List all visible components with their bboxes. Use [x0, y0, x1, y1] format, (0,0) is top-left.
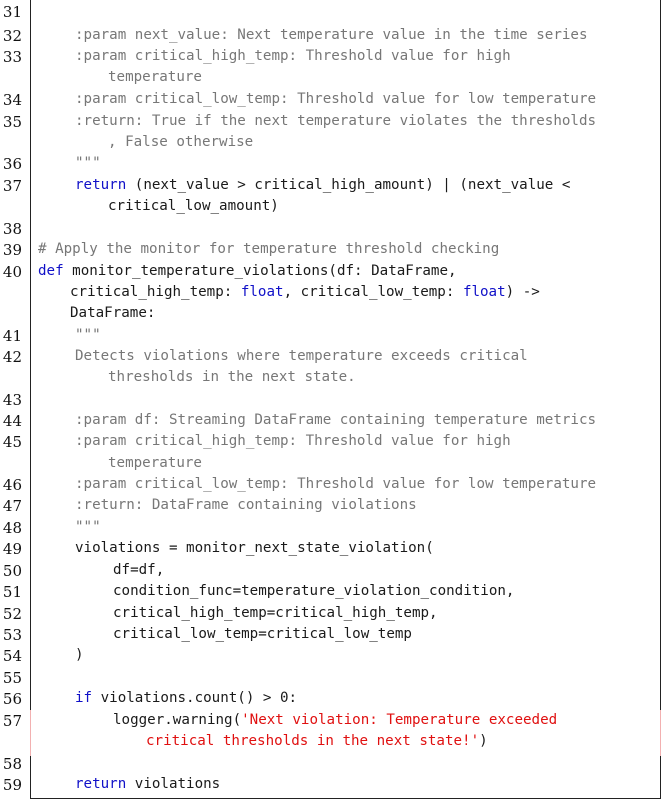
docstring-quotes: """ — [75, 519, 101, 535]
code-line-37 — [0, 177, 663, 198]
code-line-52 — [0, 605, 663, 626]
code-text: df=df, — [113, 562, 165, 578]
code-text: critical_high_temp=critical_high_temp, — [113, 605, 438, 621]
code-line-44 — [0, 412, 663, 433]
code-line-35 — [0, 113, 663, 134]
code-line-43 — [0, 391, 663, 412]
docstring-text: Detects violations where temperature exceeds critical — [75, 348, 528, 364]
code-line-53 — [0, 626, 663, 647]
param-text: critical_high_temp: — [70, 284, 241, 300]
line-number: 40 — [2, 263, 22, 281]
code-line-34 — [0, 91, 663, 112]
docstring-text-wrap: temperature — [108, 455, 202, 471]
line-number: 51 — [2, 583, 22, 601]
code-text-wrap — [146, 733, 488, 749]
line-number: 54 — [2, 647, 22, 665]
code-text — [75, 177, 570, 193]
line-number: 36 — [2, 155, 22, 173]
code-line-40-wrap2 — [0, 305, 663, 326]
line-number: 50 — [2, 562, 22, 580]
line-number: 44 — [2, 412, 22, 430]
code-line-41 — [0, 327, 663, 348]
code-line-48 — [0, 519, 663, 540]
keyword: if — [75, 690, 93, 706]
line-number: 47 — [2, 497, 22, 515]
call-close: ) — [479, 733, 488, 749]
code-line-56 — [0, 690, 663, 711]
code-line-39 — [0, 241, 663, 262]
param-text: , critical_low_temp: — [283, 284, 463, 300]
code-text-rest: violations — [126, 776, 221, 792]
code-line-51 — [0, 583, 663, 604]
code-line-50 — [0, 562, 663, 583]
line-number: 55 — [2, 669, 22, 687]
line-number: 41 — [2, 327, 22, 345]
line-number: 37 — [2, 177, 22, 195]
line-number: 38 — [2, 220, 22, 238]
line-number: 56 — [2, 690, 22, 708]
code-line-55 — [0, 669, 663, 690]
code-line-49 — [0, 540, 663, 561]
keyword: return — [75, 776, 127, 792]
code-text-rest: violations.count() > 0: — [92, 690, 298, 706]
code-text-wrap — [70, 284, 540, 300]
line-number: 35 — [2, 113, 22, 131]
line-number: 53 — [2, 626, 22, 644]
line-number: 57 — [2, 712, 22, 730]
line-number: 49 — [2, 540, 22, 558]
docstring-text-wrap: , False otherwise — [108, 134, 254, 150]
line-number: 39 — [2, 241, 22, 259]
code-text-rest: monitor_temperature_violations(df: DataFrame, — [63, 263, 457, 279]
code-line-58 — [0, 755, 663, 776]
docstring-text: :param df: Streaming DataFrame containing temperature metrics — [75, 412, 597, 428]
code-text: violations = monitor_next_state_violation( — [75, 540, 434, 556]
line-number: 34 — [2, 91, 22, 109]
code-text — [75, 690, 297, 706]
code-line-33-wrap — [0, 69, 663, 90]
line-number: 52 — [2, 605, 22, 623]
docstring-text: :param next_value: Next temperature value in the time series — [75, 27, 588, 43]
docstring-text-wrap: temperature — [108, 69, 202, 85]
line-number: 58 — [2, 755, 22, 773]
code-line-35-wrap — [0, 134, 663, 155]
line-number: 46 — [2, 476, 22, 494]
code-line-45 — [0, 433, 663, 454]
code-line-31 — [0, 3, 663, 24]
code-line-38 — [0, 220, 663, 241]
line-number: 45 — [2, 433, 22, 451]
code-text — [75, 776, 220, 792]
code-line-59 — [0, 776, 663, 797]
string-literal: critical thresholds in the next state!' — [146, 733, 480, 749]
code-text: ) — [75, 647, 84, 663]
code-line-36 — [0, 155, 663, 176]
code-line-54 — [0, 647, 663, 668]
line-number: 42 — [2, 348, 22, 366]
code-text-wrap: critical_low_amount) — [108, 198, 279, 214]
line-number: 59 — [2, 776, 22, 794]
type-keyword: float — [240, 284, 284, 300]
keyword: def — [38, 263, 64, 279]
code-line-40 — [0, 263, 663, 284]
code-line-42 — [0, 348, 663, 369]
code-text — [113, 712, 557, 728]
code-line-32 — [0, 27, 663, 48]
code-text: critical_low_temp=critical_low_temp — [113, 626, 412, 642]
docstring-quotes: """ — [75, 155, 101, 171]
docstring-text: :param critical_low_temp: Threshold value for low temperature — [75, 476, 597, 492]
code-text: condition_func=temperature_violation_condition, — [113, 583, 515, 599]
line-number: 32 — [2, 27, 22, 45]
code-line-45-wrap — [0, 455, 663, 476]
docstring-text: :param critical_low_temp: Threshold value for low temperature — [75, 91, 597, 107]
code-line-46 — [0, 476, 663, 497]
line-number: 43 — [2, 391, 22, 409]
code-text-rest: (next_value > critical_high_amount) | (next_value < — [126, 177, 571, 193]
line-number: 48 — [2, 519, 22, 537]
line-number: 33 — [2, 48, 22, 66]
code-line-33 — [0, 48, 663, 69]
code-line-37-wrap — [0, 198, 663, 219]
type-keyword: float — [462, 284, 506, 300]
docstring-text-wrap: thresholds in the next state. — [108, 369, 356, 385]
string-literal: 'Next violation: Temperature exceeded — [241, 712, 558, 728]
code-line-40-wrap — [0, 284, 663, 305]
code-line-42-wrap — [0, 369, 663, 390]
comment-text: # Apply the monitor for temperature threshold checking — [38, 241, 500, 257]
docstring-text: :return: DataFrame containing violations — [75, 497, 417, 513]
code-text — [38, 263, 457, 279]
code-line-57-wrap — [0, 733, 663, 754]
code-line-57 — [0, 712, 663, 733]
call-text: logger.warning( — [113, 712, 242, 728]
code-line-47 — [0, 497, 663, 518]
keyword: return — [75, 177, 127, 193]
code-text-wrap: DataFrame: — [70, 305, 156, 321]
docstring-text: :param critical_high_temp: Threshold value for high — [75, 433, 511, 449]
line-number: 31 — [2, 3, 22, 21]
docstring-text: :param critical_high_temp: Threshold value for high — [75, 48, 511, 64]
docstring-text: :return: True if the next temperature violates the thresholds — [75, 113, 597, 129]
docstring-quotes: """ — [75, 327, 101, 343]
param-text: ) -> — [505, 284, 540, 300]
